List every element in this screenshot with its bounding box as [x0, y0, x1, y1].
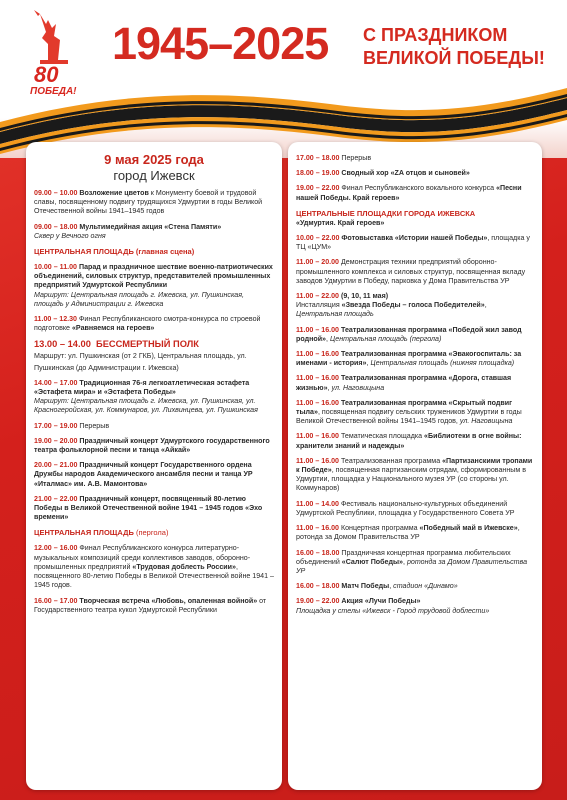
- schedule-item: 11.00 – 16.00 Театрализованная программа «Эвакогоспиталь: за именами - история», Центральная площадь (нижняя площадка): [296, 350, 522, 368]
- schedule-item: 21.00 – 22.00 Праздничный концерт, посвященный 80-летию Победы в Великой Отечественной войне 1941 – 1945 годов «Эхо времени»: [34, 494, 263, 522]
- schedule-item: 11.00 – 16.00 Театрализованная программа «Скрытый подвиг тыла», посвященная подвигу сельских тружеников Удмуртии в годы Великой Отечественной войны 1941–1945 годов, ул. Наговицына: [296, 398, 522, 426]
- schedule-item: 14.00 – 17.00 Традиционная 76-я легкоатлетическая эстафета «Эстафета мира» и «Эстафета Победы» Маршрут: Центральная площадь г. Ижевска, ул. Пушкинская, ул. Красногеройская, ул. Коммунаров, ул. Лихвинцева, ул. Пушкинская: [34, 378, 258, 415]
- section-heading: ЦЕНТРАЛЬНАЯ ПЛОЩАДЬ (главная сцена): [34, 247, 195, 257]
- left-schedule-card: [26, 142, 282, 790]
- motherland-monument-icon: [26, 10, 84, 66]
- schedule-item: 16.00 – 18.00 Праздничная концертная программа любительских объединений «Салют Победы», ротонда за Домом Правительства УР: [296, 548, 528, 575]
- event-city: город Ижевск: [113, 168, 195, 183]
- schedule-item: 11.00 – 22.00 (9, 10, 11 мая) Инсталляция «Звезда Победы – голоса Победителей», Центральная площадь: [296, 292, 487, 319]
- schedule-item: 11.00 – 16.00 Тематическая площадка «Библиотеки в огне войны: хранители знаний и надежды»: [296, 432, 522, 450]
- schedule-item: 16.00 – 18.00 Матч Победы, стадион «Динамо»: [296, 582, 458, 591]
- schedule-item: 20.00 – 21.00 Праздничный концерт Государственного ордена Дружбы народов Академического ансамбля песни и танца УР «Италмас» им. А.В. Мамонтова»: [34, 461, 253, 488]
- event-date: 9 мая 2025 года: [104, 152, 204, 167]
- section-subheading: «Удмуртия. Край героев»: [296, 218, 385, 227]
- schedule-item: 09.00 – 18.00 Мультимедийная акция «Стена Памяти» Сквер у Вечного огня: [34, 222, 222, 240]
- slogan-line-2: ВЕЛИКОЙ ПОБЕДЫ!: [363, 48, 545, 68]
- schedule-item: 11.00 – 16.00 Театрализованная программа «Дорога, ставшая жизнью», ул. Наговицына: [296, 374, 512, 392]
- holiday-slogan: [363, 24, 563, 70]
- schedule-item: 19.00 – 20.00 Праздничный концерт Удмуртского государственного театра фольклорной песни и танца «Айкай»: [34, 436, 270, 455]
- schedule-item: 11.00 – 20.00 Демонстрация техники предприятий оборонно-промышленного комплекса и силовых структур, посвященная вкладу заводов Удмуртии в Победу, парковка у Дома Правительства УР: [296, 258, 526, 285]
- schedule-item: 10.00 – 22.00 Фотовыставка «Истории нашей Победы», площадка у ТЦ «ЦУМ»: [296, 234, 530, 252]
- logo-word: ПОБЕДА!: [30, 86, 77, 97]
- schedule-item: 17.00 – 18.00 Перерыв: [296, 154, 372, 162]
- section-heading: ЦЕНТРАЛЬНАЯ ПЛОЩАДЬ (пергола): [34, 528, 169, 538]
- schedule-item: 11.00 – 14.00 Фестиваль национально-культурных объединений Удмуртской Республики, площадка у Государственного Совета УР: [296, 499, 515, 517]
- schedule-item: 16.00 – 17.00 Творческая встреча «Любовь, опаленная войной» от Государственного театра кукол Удмуртской Республики: [34, 596, 267, 614]
- schedule-item: 11.00 – 16.00 Театрализованная программа «Партизанскими тропами к Победе», посвященная партизанским отрядам, сформированным в Удмуртии, площадка у Национального музея УР (со стороны ул. Коммунаров): [296, 456, 533, 493]
- logo-number: 80: [34, 62, 59, 87]
- schedule-item: 10.00 – 11.00 Парад и праздничное шествие военно-патриотических объединений, силовых структур, представителей промышленных предприятий Удмуртской Республики Маршрут: Центральная площадь г. Ижевска, ул. Пушкинская, площадь у Администрации г. Ижевска: [34, 263, 273, 308]
- schedule-item: 09.00 – 10.00 Возложение цветов к Монументу боевой и трудовой славы, посвященному подвигу трудящихся Удмуртии в годы Великой Отечественной войны 1941–1945 годов: [34, 189, 263, 216]
- victory-80-logo: [26, 10, 84, 102]
- section-heading: ЦЕНТРАЛЬНЫЕ ПЛОЩАДКИ ГОРОДА ИЖЕВСКА: [296, 208, 476, 218]
- slogan-line-1: С ПРАЗДНИКОМ: [363, 25, 508, 45]
- schedule-item: 17.00 – 19.00 Перерыв: [34, 421, 110, 430]
- schedule-item: 18.00 – 19.00 Сводный хор «ZA отцов и сыновей»: [296, 169, 470, 178]
- right-schedule-card: [288, 142, 542, 790]
- schedule-item: 12.00 – 16.00 Финал Республиканского конкурса литературно-музыкальных композиций среди коллективов заводов, оборонно-промышленных предприятий «Трудовая доблесть России», посвященного 80-летию Победы в Великой Отечественной войне 1941 – 1945 годов.: [34, 544, 274, 590]
- schedule-item: 11.00 – 16.00 Концертная программа «Победный май в Ижевске», ротонда за Домом Правительства УР: [296, 524, 520, 542]
- schedule-item: 19.00 – 22.00 Финал Республиканского вокального конкурса «Песни нашей Победы. Край героев»: [296, 184, 522, 202]
- years-title: 1945–2025: [112, 18, 329, 69]
- schedule-item: 11.00 – 16.00 Театрализованная программа «Победой жил завод родной», Центральная площадь (пергола): [296, 325, 522, 343]
- schedule-item: 11.00 – 12.30 Финал Республиканского смотра-конкурса по строевой подготовке «Равняемся на героев»: [34, 315, 261, 333]
- schedule-item: 19.00 – 22.00 Акция «Лучи Победы» Площадка у стелы «Ижевск - Город трудовой доблести»: [296, 597, 490, 615]
- immortal-regiment-item: 13.00 – 14.00 БЕССМЕРТНЫЙ ПОЛК Маршрут: ул. Пушкинская (от 2 ГКБ), Центральная площадь, ул. Пушкинская (до Администрации г. Ижевска): [34, 339, 247, 372]
